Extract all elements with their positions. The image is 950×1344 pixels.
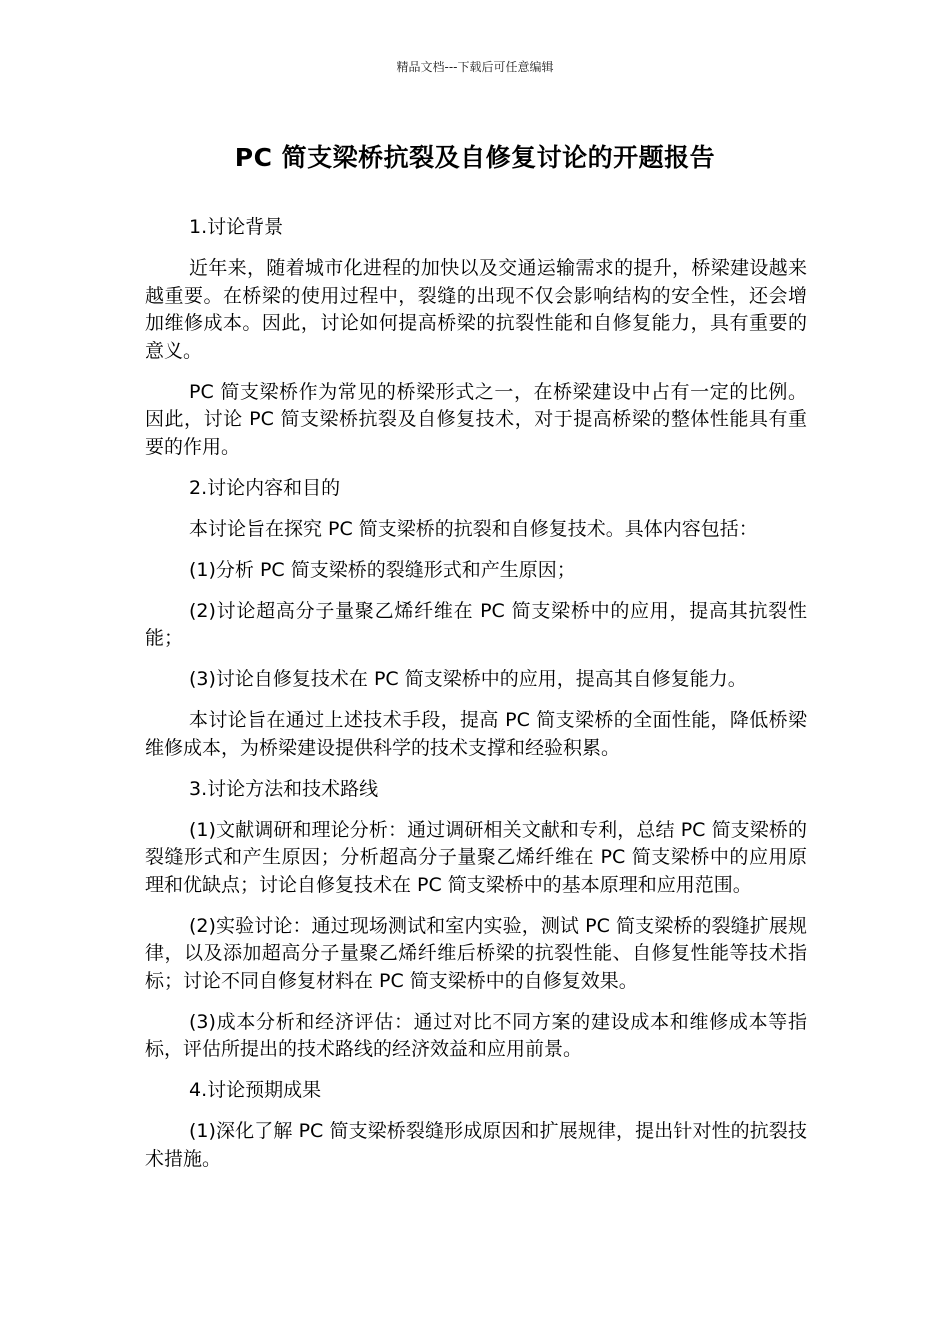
list-item: (3)讨论自修复技术在 PC 简支梁桥中的应用，提高其自修复能力。 [189, 668, 747, 690]
paragraph: PC 简支梁桥作为常见的桥梁形式之一，在桥梁建设中占有一定的比例。因此，讨论 PC 简支梁桥抗裂及自修复技术，对于提高桥梁的整体性能具有重要的作用。 [145, 380, 807, 458]
list-item: (1)深化了解 PC 简支梁桥裂缝形成原因和扩展规律，提出针对性的抗裂技术措施。 [145, 1120, 807, 1170]
section-heading-expected-results: 4.讨论预期成果 [189, 1079, 322, 1101]
list-item: (2)讨论超高分子量聚乙烯纤维在 PC 简支梁桥中的应用，提高其抗裂性能； [145, 599, 807, 649]
paragraph: 本讨论旨在通过上述技术手段，提高 PC 简支梁桥的全面性能，降低桥梁维修成本，为桥梁建设提供科学的技术支撑和经验积累。 [145, 709, 807, 759]
paragraph: 本讨论旨在探究 PC 简支梁桥的抗裂和自修复技术。具体内容包括： [189, 517, 758, 540]
paragraph: 近年来，随着城市化进程的加快以及交通运输需求的提升，桥梁建设越来越重要。在桥梁的使用过程中，裂缝的出现不仅会影响结构的安全性，还会增加维修成本。因此，讨论如何提高桥梁的抗裂性能和自修复能力，具有重要的意义。 [145, 257, 807, 362]
list-item: (1)分析 PC 简支梁桥的裂缝形式和产生原因； [189, 558, 576, 581]
document-body [145, 214, 807, 1187]
section-heading-background: 1.讨论背景 [189, 216, 284, 238]
list-item: (1)文献调研和理论分析：通过调研相关文献和专利，总结 PC 简支梁桥的裂缝形式和产生原因；分析超高分子量聚乙烯纤维在 PC 简支梁桥中的应用原理和优缺点；讨论自修复技术在 PC 简支梁桥中的基本原理和应用范围。 [145, 818, 807, 896]
list-item: (2)实验讨论：通过现场测试和室内实验，测试 PC 简支梁桥的裂缝扩展规律，以及添加超高分子量聚乙烯纤维后桥梁的抗裂性能、自修复性能等技术指标；讨论不同自修复材料在 PC 简支梁桥中的自修复效果。 [145, 914, 807, 992]
list-item: (3)成本分析和经济评估：通过对比不同方案的建设成本和维修成本等指标，评估所提出的技术路线的经济效益和应用前景。 [145, 1010, 807, 1060]
document-title: PC 简支梁桥抗裂及自修复讨论的开题报告 [234, 143, 716, 172]
section-heading-content-purpose: 2.讨论内容和目的 [189, 476, 341, 499]
section-heading-methods: 3.讨论方法和技术路线 [189, 777, 379, 800]
header-note: 精品文档---下载后可任意编辑 [396, 60, 554, 74]
